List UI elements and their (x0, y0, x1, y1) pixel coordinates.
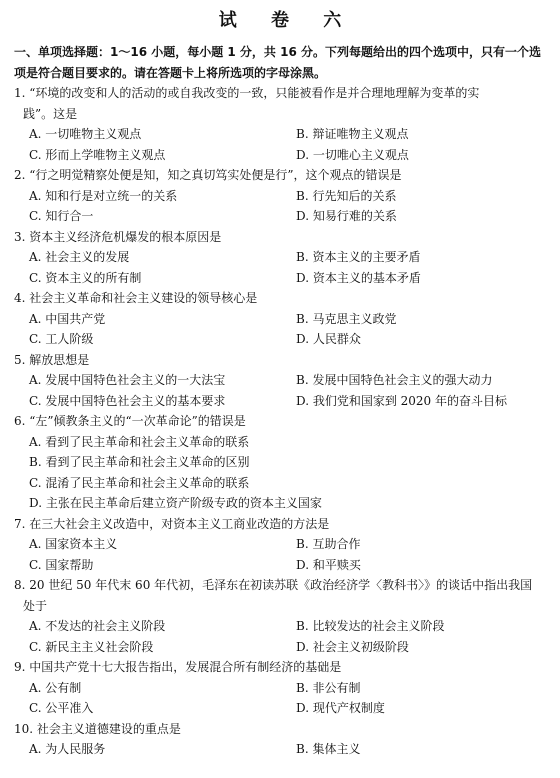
question-stem-continued: 践”。这是 (23, 106, 78, 121)
option-d: D. 和平赎买 (296, 557, 361, 572)
question-6 (14, 411, 546, 514)
question-9 (14, 657, 546, 719)
question-list (14, 83, 546, 760)
question-stem: 5. 解放思想是 (14, 352, 90, 367)
option-list (14, 534, 546, 575)
option-b: B. 发展中国特色社会主义的强大动力 (296, 373, 493, 387)
option-c: C. 公平准入 (29, 701, 94, 715)
option-a: A. 国家资本主义 (29, 537, 118, 551)
option-a: A. 不发达的社会主义阶段 (29, 619, 166, 633)
option-c: C. 知行合一 (29, 209, 94, 223)
option-c: C. 混淆了民主革命和社会主义革命的联系 (29, 475, 250, 490)
option-d: D. 一切唯心主义观点 (296, 147, 409, 162)
option-b: B. 看到了民主革命和社会主义革命的区别 (29, 455, 250, 469)
option-b: B. 互助合作 (296, 537, 361, 551)
option-a: A. 中国共产党 (29, 311, 106, 326)
question-stem: 10. 社会主义道德建设的重点是 (14, 721, 181, 736)
question-stem: 7. 在三大社会主义改造中，对资本主义工商业改造的方法是 (14, 516, 330, 531)
option-c: C. 新民主主义社会阶段 (29, 639, 154, 654)
question-10 (14, 719, 546, 760)
option-a: A. 知和行是对立统一的关系 (29, 188, 178, 203)
question-stem-continued: 处于 (23, 598, 48, 613)
option-b: B. 行先知后的关系 (296, 188, 397, 203)
option-list (14, 186, 546, 227)
option-c: C. 资本主义的所有制 (29, 270, 142, 285)
question-stem: 1. “环境的改变和人的活动的或自我改变的一致，只能被看作是并合理地理解为变革的实 (14, 86, 480, 100)
section-instructions: 一、单项选择题：1～16 小题，每小题 1 分，共 16 分。下列每题给出的四个选项中，只有一个选项是符合题目要求的。请在答题卡上将所选项的字母涂黑。 (14, 45, 541, 80)
question-stem: 4. 社会主义革命和社会主义建设的领导核心是 (14, 291, 258, 305)
option-list (14, 739, 546, 760)
question-8 (14, 575, 546, 657)
option-b: B. 比较发达的社会主义阶段 (296, 619, 445, 633)
option-b: B. 辩证唯物主义观点 (296, 127, 409, 141)
option-d: D. 人民群众 (296, 332, 361, 346)
question-5 (14, 350, 546, 412)
option-a: A. 发展中国特色社会主义的一大法宝 (29, 373, 226, 387)
question-7 (14, 514, 546, 576)
option-a: A. 一切唯物主义观点 (29, 127, 142, 141)
option-a: A. 公有制 (29, 680, 82, 695)
question-4 (14, 288, 546, 350)
option-list (14, 432, 546, 514)
option-c: C. 工人阶级 (29, 332, 94, 346)
option-b: B. 非公有制 (296, 680, 361, 695)
option-list (14, 616, 546, 657)
option-list (14, 247, 546, 288)
question-stem: 2. “行之明觉精察处便是知，知之真切笃实处便是行”，这个观点的错误是 (14, 168, 402, 182)
option-d: D. 资本主义的基本矛盾 (296, 270, 421, 285)
option-list (14, 124, 546, 165)
option-c: C. 国家帮助 (29, 557, 94, 572)
option-d: D. 我们党和国家到 2020 年的奋斗目标 (296, 393, 507, 408)
option-d: D. 社会主义初级阶段 (296, 639, 409, 654)
question-stem: 3. 资本主义经济危机爆发的根本原因是 (14, 229, 222, 244)
option-a: A. 看到了民主革命和社会主义革命的联系 (29, 434, 250, 449)
question-3 (14, 227, 546, 289)
option-c: C. 发展中国特色社会主义的基本要求 (29, 393, 226, 408)
option-a: A. 为人民服务 (29, 742, 106, 756)
question-2 (14, 165, 546, 227)
page-title: 试 卷 六 (218, 10, 356, 31)
option-b: B. 资本主义的主要矛盾 (296, 250, 421, 264)
option-list (14, 678, 546, 719)
option-d: D. 知易行难的关系 (296, 209, 397, 223)
option-list (14, 309, 546, 350)
question-stem: 6. “左”倾教条主义的“一次革命论”的错误是 (14, 414, 246, 428)
option-b: B. 马克思主义政党 (296, 311, 397, 326)
option-list (14, 370, 546, 411)
option-a: A. 社会主义的发展 (29, 250, 130, 264)
option-d: D. 现代产权制度 (296, 701, 385, 715)
question-stem: 9. 中国共产党十七大报告指出，发展混合所有制经济的基础是 (14, 660, 342, 674)
question-1 (14, 83, 546, 165)
option-d: D. 主张在民主革命后建立资产阶级专政的资本主义国家 (29, 496, 322, 510)
option-b: B. 集体主义 (296, 742, 361, 756)
option-c: C. 形而上学唯物主义观点 (29, 147, 166, 162)
question-stem: 8. 20 世纪 50 年代末 60 年代初，毛泽东在初读苏联《政治经济学〈教科书〉》的谈话中指出我国 (14, 578, 533, 592)
